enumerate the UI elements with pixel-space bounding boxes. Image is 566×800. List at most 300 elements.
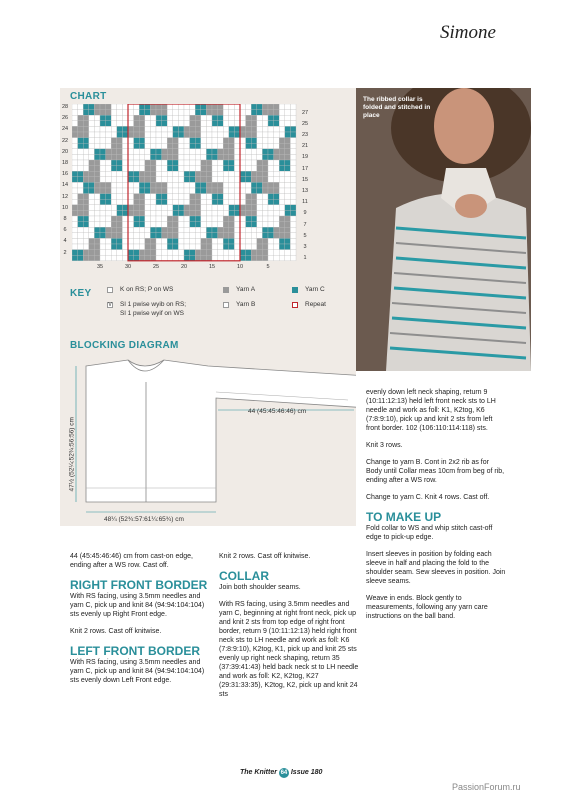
chart-cell xyxy=(262,104,268,110)
chart-cell xyxy=(167,126,173,132)
chart-cell xyxy=(257,227,263,233)
chart-cell xyxy=(246,143,252,149)
chart-cell xyxy=(190,216,196,222)
chart-cell xyxy=(122,160,128,166)
chart-cell xyxy=(78,177,84,183)
chart-cell xyxy=(274,177,280,183)
chart-cell xyxy=(223,171,229,177)
chart-cell xyxy=(156,110,162,116)
chart-cell xyxy=(72,132,78,138)
row-number-label: 4 xyxy=(63,238,67,245)
chart-cell xyxy=(78,194,84,200)
chart-cell xyxy=(150,126,156,132)
chart-cell xyxy=(274,210,280,216)
chart-cell xyxy=(262,138,268,144)
chart-cell xyxy=(257,205,263,211)
chart-cell xyxy=(212,222,218,228)
chart-cell xyxy=(178,126,184,132)
chart-cell xyxy=(134,222,140,228)
chart-cell xyxy=(290,166,296,172)
chart-cell xyxy=(150,199,156,205)
chart-cell xyxy=(190,233,196,239)
chart-cell xyxy=(184,199,190,205)
chart-cell xyxy=(206,121,212,127)
chart-cell xyxy=(156,138,162,144)
chart-cell xyxy=(100,121,106,127)
chart-cell xyxy=(139,171,145,177)
key-slip-label-1: Sl 1 pwise wyib on RS; xyxy=(120,301,187,308)
chart-cell xyxy=(145,250,151,256)
chart-cell xyxy=(212,132,218,138)
chart-cell xyxy=(117,233,123,239)
chart-cell xyxy=(262,126,268,132)
chart-cell xyxy=(139,194,145,200)
chart-cell xyxy=(251,194,257,200)
chart-cell xyxy=(240,250,246,256)
chart-cell xyxy=(246,138,252,144)
chart-cell xyxy=(290,171,296,177)
chart-cell xyxy=(268,115,274,121)
chart-cell xyxy=(117,110,123,116)
chart-cell xyxy=(246,121,252,127)
chart-cell xyxy=(173,143,179,149)
chart-cell xyxy=(240,194,246,200)
collar-pickup-text: With RS facing, using 3.5mm needles and yarn C, beginning at right front neck, pick up and knit 2 sts from top edge of right front border, return 9 (10:11:12:13) held right front neck sts to LH needle and work as foll: K6 (7:8:9:10), K2tog, K1, pick up and knit 25 sts evenly up right neck shaping, return 35 (37:39:41:43) held back neck st to LH needle and work as foll: K2, K2tog, K27 (29:31:33:35), K2tog, K2, pick up and knit 24 sts xyxy=(219,601,359,698)
key-heading: KEY xyxy=(70,288,92,299)
chart-cell xyxy=(139,160,145,166)
chart-cell xyxy=(178,143,184,149)
chart-cell xyxy=(257,238,263,244)
chart-cell xyxy=(285,216,291,222)
chart-cell xyxy=(274,250,280,256)
chart-cell xyxy=(268,182,274,188)
chart-cell xyxy=(257,177,263,183)
chart-cell xyxy=(262,132,268,138)
chart-cell xyxy=(94,216,100,222)
chart-cell xyxy=(251,244,257,250)
chart-cell xyxy=(290,244,296,250)
chart-cell xyxy=(223,138,229,144)
chart-cell xyxy=(134,210,140,216)
chart-cell xyxy=(94,121,100,127)
chart-cell xyxy=(167,171,173,177)
chart-cell xyxy=(134,233,140,239)
left-neck-text: evenly down left neck shaping, return 9 (10:11:12:13) held left front neck sts to LH needle and work as foll: K1, K2tog, K6 (7:8:9:10), pick up and knit 2 sts from left front border. 102 (106:110:114:118) sts. xyxy=(366,389,496,432)
chart-cell xyxy=(134,238,140,244)
chart-cell xyxy=(195,132,201,138)
chart-cell xyxy=(212,171,218,177)
chart-cell xyxy=(106,126,112,132)
chart-cell xyxy=(257,222,263,228)
chart-cell xyxy=(223,233,229,239)
chart-heading: CHART xyxy=(70,91,107,102)
chart-cell xyxy=(100,132,106,138)
chart-cell xyxy=(195,177,201,183)
chart-cell xyxy=(72,171,78,177)
chart-cell xyxy=(212,205,218,211)
chart-cell xyxy=(145,238,151,244)
chart-cell xyxy=(279,250,285,256)
chart-cell xyxy=(173,177,179,183)
chart-cell xyxy=(234,126,240,132)
chart-cell xyxy=(106,210,112,216)
key-slip-label-2: Sl 1 pwise wyif on WS xyxy=(120,310,184,317)
chart-cell xyxy=(268,255,274,261)
chart-cell xyxy=(134,110,140,116)
chart-cell xyxy=(268,171,274,177)
chart-cell xyxy=(290,233,296,239)
chart-cell xyxy=(100,104,106,110)
chart-cell xyxy=(145,216,151,222)
chart-cell xyxy=(178,160,184,166)
chart-cell xyxy=(134,160,140,166)
chart-cell xyxy=(117,255,123,261)
chart-cell xyxy=(234,149,240,155)
chart-cell xyxy=(139,227,145,233)
key-knit-label: K on RS; P on WS xyxy=(120,286,174,293)
chart-cell xyxy=(240,233,246,239)
chart-cell xyxy=(139,210,145,216)
chart-cell xyxy=(156,238,162,244)
chart-cell xyxy=(206,238,212,244)
chart-cell xyxy=(262,110,268,116)
chart-cell xyxy=(218,177,224,183)
chart-cell xyxy=(201,138,207,144)
chart-cell xyxy=(117,104,123,110)
row-number-label: 18 xyxy=(61,160,69,166)
chart-cell xyxy=(218,115,224,121)
chart-cell xyxy=(150,115,156,121)
chart-cell xyxy=(218,244,224,250)
chart-cell xyxy=(83,199,89,205)
chart-cell xyxy=(251,132,257,138)
chart-cell xyxy=(78,121,84,127)
chart-cell xyxy=(201,154,207,160)
chart-cell xyxy=(201,126,207,132)
chart-cell xyxy=(206,210,212,216)
chart-cell xyxy=(156,171,162,177)
chart-cell xyxy=(190,115,196,121)
chart-cell xyxy=(156,233,162,239)
chart-cell xyxy=(274,222,280,228)
chart-cell xyxy=(139,110,145,116)
chart-cell xyxy=(128,138,134,144)
chart-cell xyxy=(184,171,190,177)
chart-cell xyxy=(106,205,112,211)
chart-cell xyxy=(72,149,78,155)
chart-cell xyxy=(145,104,151,110)
row-number-label: 16 xyxy=(61,171,69,178)
chart-cell xyxy=(184,205,190,211)
chart-cell xyxy=(229,143,235,149)
chart-cell xyxy=(72,205,78,211)
chart-cell xyxy=(206,149,212,155)
chart-cell xyxy=(178,177,184,183)
chart-cell xyxy=(274,166,280,172)
chart-cell xyxy=(106,227,112,233)
chart-cell xyxy=(72,244,78,250)
chart-cell xyxy=(190,110,196,116)
chart-cell xyxy=(145,210,151,216)
chart-cell xyxy=(122,138,128,144)
chart-cell xyxy=(234,238,240,244)
chart-cell xyxy=(212,143,218,149)
chart-cell xyxy=(111,222,117,228)
chart-cell xyxy=(195,121,201,127)
chart-cell xyxy=(111,210,117,216)
chart-cell xyxy=(184,216,190,222)
chart-cell xyxy=(184,244,190,250)
chart-cell xyxy=(178,194,184,200)
chart-cell xyxy=(246,132,252,138)
chart-cell xyxy=(240,138,246,144)
chart-cell xyxy=(117,121,123,127)
chart-cell xyxy=(240,160,246,166)
chart-cell xyxy=(251,233,257,239)
chart-cell xyxy=(195,115,201,121)
chart-cell xyxy=(251,250,257,256)
chart-cell xyxy=(100,177,106,183)
chart-cell xyxy=(290,227,296,233)
chart-cell xyxy=(279,160,285,166)
chart-cell xyxy=(240,166,246,172)
chart-cell xyxy=(212,244,218,250)
chart-cell xyxy=(190,177,196,183)
chart-cell xyxy=(206,126,212,132)
chart-cell xyxy=(89,216,95,222)
chart-cell xyxy=(240,149,246,155)
chart-cell xyxy=(223,255,229,261)
chart-cell xyxy=(206,115,212,121)
chart-cell xyxy=(122,199,128,205)
chart-cell xyxy=(128,188,134,194)
chart-cell xyxy=(279,233,285,239)
chart-cell xyxy=(78,205,84,211)
chart-cell xyxy=(167,199,173,205)
chart-cell xyxy=(145,194,151,200)
chart-cell xyxy=(285,205,291,211)
chart-cell xyxy=(262,188,268,194)
row-number-label: 8 xyxy=(63,216,67,222)
chart-cell xyxy=(139,138,145,144)
chart-cell xyxy=(257,160,263,166)
chart-cell xyxy=(234,166,240,172)
row-number-label: 11 xyxy=(302,199,308,206)
chart-cell xyxy=(234,115,240,121)
chart-cell xyxy=(246,205,252,211)
chart-cell xyxy=(128,233,134,239)
chart-cell xyxy=(106,132,112,138)
chart-cell xyxy=(122,205,128,211)
chart-cell xyxy=(117,238,123,244)
left-front-border-heading: LEFT FRONT BORDER xyxy=(70,644,200,658)
chart-cell xyxy=(206,227,212,233)
chart-cell xyxy=(184,115,190,121)
chart-cell xyxy=(111,194,117,200)
chart-cell xyxy=(285,104,291,110)
chart-cell xyxy=(167,110,173,116)
chart-cell xyxy=(257,194,263,200)
chart-cell xyxy=(106,194,112,200)
chart-cell xyxy=(100,210,106,216)
chart-cell xyxy=(246,199,252,205)
chart-cell xyxy=(72,250,78,256)
chart-cell xyxy=(268,233,274,239)
chart-cell xyxy=(190,143,196,149)
chart-cell xyxy=(251,238,257,244)
chart-cell xyxy=(94,244,100,250)
chart-cell xyxy=(122,255,128,261)
chart-cell xyxy=(145,188,151,194)
chart-cell xyxy=(279,154,285,160)
chart-cell xyxy=(89,126,95,132)
yarn-b-swatch-icon xyxy=(223,302,229,308)
chart-cell xyxy=(122,126,128,132)
chart-cell xyxy=(234,210,240,216)
chart-cell xyxy=(274,233,280,239)
chart-cell xyxy=(94,149,100,155)
chart-cell xyxy=(279,216,285,222)
chart-cell xyxy=(240,115,246,121)
chart-cell xyxy=(190,188,196,194)
chart-cell xyxy=(134,250,140,256)
chart-cell xyxy=(262,160,268,166)
chart-cell xyxy=(190,149,196,155)
row-number-label: 25 xyxy=(301,120,309,127)
row-number-label: 10 xyxy=(61,204,69,211)
chart-cell xyxy=(201,166,207,172)
chart-cell xyxy=(184,188,190,194)
chart-cell xyxy=(89,222,95,228)
chart-cell xyxy=(279,132,285,138)
chart-cell xyxy=(229,126,235,132)
chart-cell xyxy=(117,210,123,216)
chart-cell xyxy=(111,110,117,116)
chart-cell xyxy=(173,138,179,144)
chart-cell xyxy=(89,210,95,216)
chart-cell xyxy=(290,199,296,205)
chart-cell xyxy=(100,160,106,166)
chart-cell xyxy=(212,238,218,244)
chart-cell xyxy=(212,104,218,110)
chart-cell xyxy=(89,250,95,256)
chart-cell xyxy=(145,227,151,233)
magazine-name: The Knitter xyxy=(240,769,277,776)
chart-cell xyxy=(201,143,207,149)
chart-cell xyxy=(246,250,252,256)
chart-cell xyxy=(72,227,78,233)
chart-cell xyxy=(184,250,190,256)
chart-cell xyxy=(218,250,224,256)
row-number-label: 22 xyxy=(61,137,69,144)
blocking-diagram xyxy=(68,352,356,524)
chart-cell xyxy=(100,188,106,194)
chart-cell xyxy=(290,188,296,194)
chart-cell xyxy=(268,138,274,144)
slip-symbol-icon: V xyxy=(108,302,112,308)
chart-cell xyxy=(89,160,95,166)
row-number-label: 19 xyxy=(301,154,309,161)
chart-cell xyxy=(257,244,263,250)
chart-cell xyxy=(117,143,123,149)
chart-cell xyxy=(223,194,229,200)
chart-cell xyxy=(122,132,128,138)
chart-cell xyxy=(150,188,156,194)
chart-cell xyxy=(229,238,235,244)
chart-cell xyxy=(201,121,207,127)
chart-cell xyxy=(100,143,106,149)
chart-cell xyxy=(139,166,145,172)
chart-cell xyxy=(145,205,151,211)
chart-cell xyxy=(111,199,117,205)
chart-cell xyxy=(173,160,179,166)
chart-cell xyxy=(122,222,128,228)
chart-cell xyxy=(83,216,89,222)
chart-cell xyxy=(156,216,162,222)
chart-cell xyxy=(285,210,291,216)
chart-cell xyxy=(251,121,257,127)
chart-cell xyxy=(262,216,268,222)
chart-cell xyxy=(89,177,95,183)
chart-cell xyxy=(167,238,173,244)
chart-cell xyxy=(274,104,280,110)
chart-cell xyxy=(274,121,280,127)
chart-cell xyxy=(268,244,274,250)
chart-cell xyxy=(100,166,106,172)
chart-cell xyxy=(240,216,246,222)
chart-cell xyxy=(262,115,268,121)
chart-cell xyxy=(218,182,224,188)
chart-cell xyxy=(106,149,112,155)
chart-cell xyxy=(229,250,235,256)
chart-cell xyxy=(206,154,212,160)
chart-cell xyxy=(257,171,263,177)
chart-cell xyxy=(279,222,285,228)
chart-cell xyxy=(206,138,212,144)
chart-cell xyxy=(190,227,196,233)
chart-cell xyxy=(190,255,196,261)
chart-cell xyxy=(240,222,246,228)
chart-cell xyxy=(117,199,123,205)
chart-cell xyxy=(100,194,106,200)
chart-cell xyxy=(268,132,274,138)
chart-cell xyxy=(111,188,117,194)
chart-cell xyxy=(246,227,252,233)
chart-cell xyxy=(229,132,235,138)
chart-cell xyxy=(274,115,280,121)
chart-cell xyxy=(145,255,151,261)
chart-cell xyxy=(162,121,168,127)
row-number-label: 20 xyxy=(61,148,69,155)
chart-cell xyxy=(262,255,268,261)
chart-cell xyxy=(106,182,112,188)
chart-cell xyxy=(279,194,285,200)
chart-cell xyxy=(223,121,229,127)
chart-cell xyxy=(212,216,218,222)
row-number-label: 2 xyxy=(63,249,67,256)
chart-cell xyxy=(162,104,168,110)
chart-cell xyxy=(290,205,296,211)
chart-cell xyxy=(128,182,134,188)
key-yarn-b: Yarn B xyxy=(236,301,256,308)
chart-cell xyxy=(279,149,285,155)
chart-cell xyxy=(190,154,196,160)
chart-cell xyxy=(195,149,201,155)
chart-cell xyxy=(106,216,112,222)
chart-cell xyxy=(285,154,291,160)
chart-cell xyxy=(72,222,78,228)
chart-cell xyxy=(162,132,168,138)
